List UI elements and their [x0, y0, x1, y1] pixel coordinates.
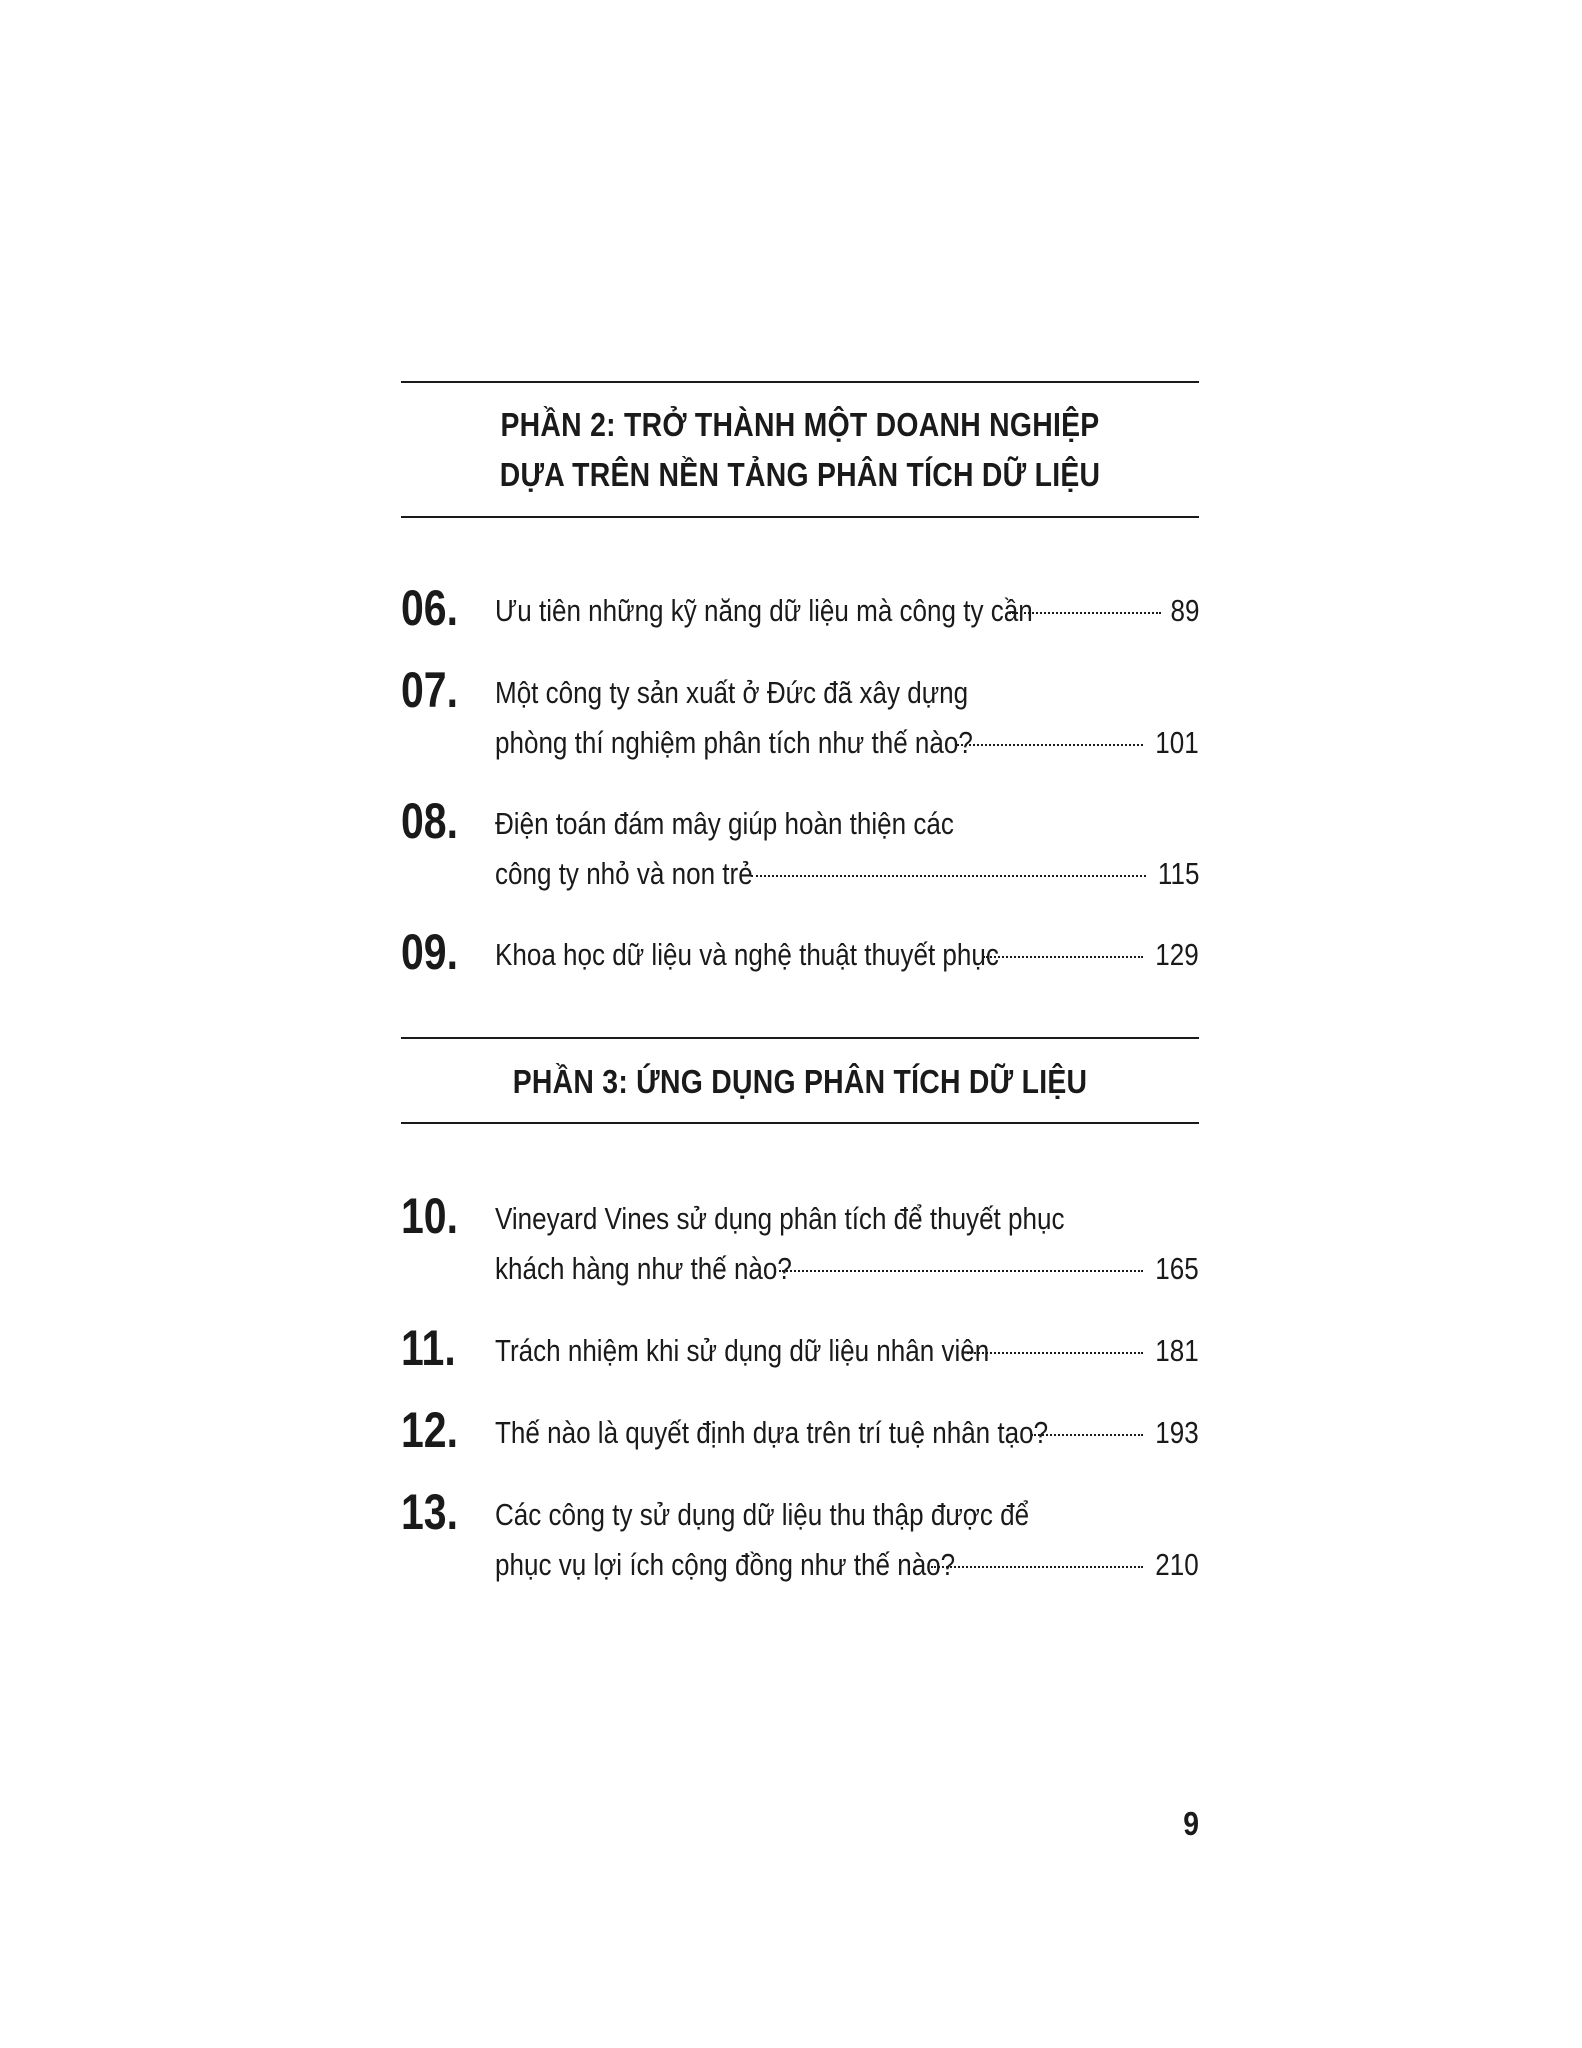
page-ref: 101: [1155, 725, 1199, 760]
part3-top-rule: [401, 1037, 1199, 1039]
page-number: 9: [1183, 1805, 1199, 1842]
page-ref: 115: [1157, 856, 1199, 891]
chapter-title-line2: phục vụ lợi ích cộng đồng như thế nào?: [495, 1547, 956, 1582]
page-ref: 193: [1155, 1415, 1199, 1450]
chapter-title-line1: Một công ty sản xuất ở Đức đã xây dựng: [495, 675, 969, 710]
part3-heading: [457, 1057, 1143, 1107]
chapter-number: 10.: [401, 1188, 459, 1244]
chapter-number: 11.: [401, 1320, 456, 1376]
page-ref: 210: [1155, 1547, 1199, 1582]
chapter-number: 07.: [401, 662, 459, 718]
chapter-title-line1: Điện toán đám mây giúp hoàn thiện các: [495, 806, 954, 841]
chapter-title-line2: khách hàng như thế nào?: [495, 1251, 792, 1286]
part2-title-line2: DỰA TRÊN NỀN TẢNG PHÂN TÍCH DỮ LIỆU: [499, 456, 1101, 493]
dot-leader: [983, 956, 1143, 958]
dot-leader: [957, 744, 1143, 746]
dot-leader: [1009, 612, 1161, 614]
chapter-number: 06.: [401, 580, 459, 636]
part2-title-line1: PHẦN 2: TRỞ THÀNH MỘT DOANH NGHIỆP: [500, 406, 1100, 443]
dot-leader: [931, 1566, 1143, 1568]
page-ref: 181: [1155, 1333, 1199, 1368]
chapter-title-line2: công ty nhỏ và non trẻ: [495, 856, 753, 891]
chapter-title: Trách nhiệm khi sử dụng dữ liệu nhân viên: [495, 1333, 990, 1368]
dot-leader: [1031, 1434, 1143, 1436]
chapter-title-line1: Các công ty sử dụng dữ liệu thu thập được để: [495, 1497, 1030, 1532]
chapter-number: 13.: [401, 1484, 459, 1540]
dot-leader: [779, 1270, 1143, 1272]
chapter-title-line1: Vineyard Vines sử dụng phân tích để thuyết phục: [495, 1201, 1065, 1236]
part3-bottom-rule: [401, 1122, 1199, 1124]
chapter-number: 09.: [401, 924, 459, 980]
dot-leader: [967, 1352, 1143, 1354]
chapter-title-line2: phòng thí nghiệm phân tích như thế nào?: [495, 725, 973, 760]
part2-bottom-rule: [401, 516, 1199, 518]
part2-heading: [457, 400, 1143, 500]
part3-title: PHẦN 3: ỨNG DỤNG PHÂN TÍCH DỮ LIỆU: [512, 1063, 1088, 1100]
chapter-title: Thế nào là quyết định dựa trên trí tuệ nhân tạo?: [495, 1415, 1049, 1450]
dot-leader: [751, 875, 1146, 877]
chapter-number: 12.: [401, 1402, 459, 1458]
page-ref: 89: [1170, 593, 1199, 628]
page-ref: 129: [1155, 937, 1199, 972]
chapter-title: Ưu tiên những kỹ năng dữ liệu mà công ty cần: [495, 593, 1033, 628]
chapter-number: 08.: [401, 793, 459, 849]
page-ref: 165: [1155, 1251, 1199, 1286]
chapter-title: Khoa học dữ liệu và nghệ thuật thuyết phục: [495, 937, 999, 972]
part2-top-rule: [401, 381, 1199, 383]
